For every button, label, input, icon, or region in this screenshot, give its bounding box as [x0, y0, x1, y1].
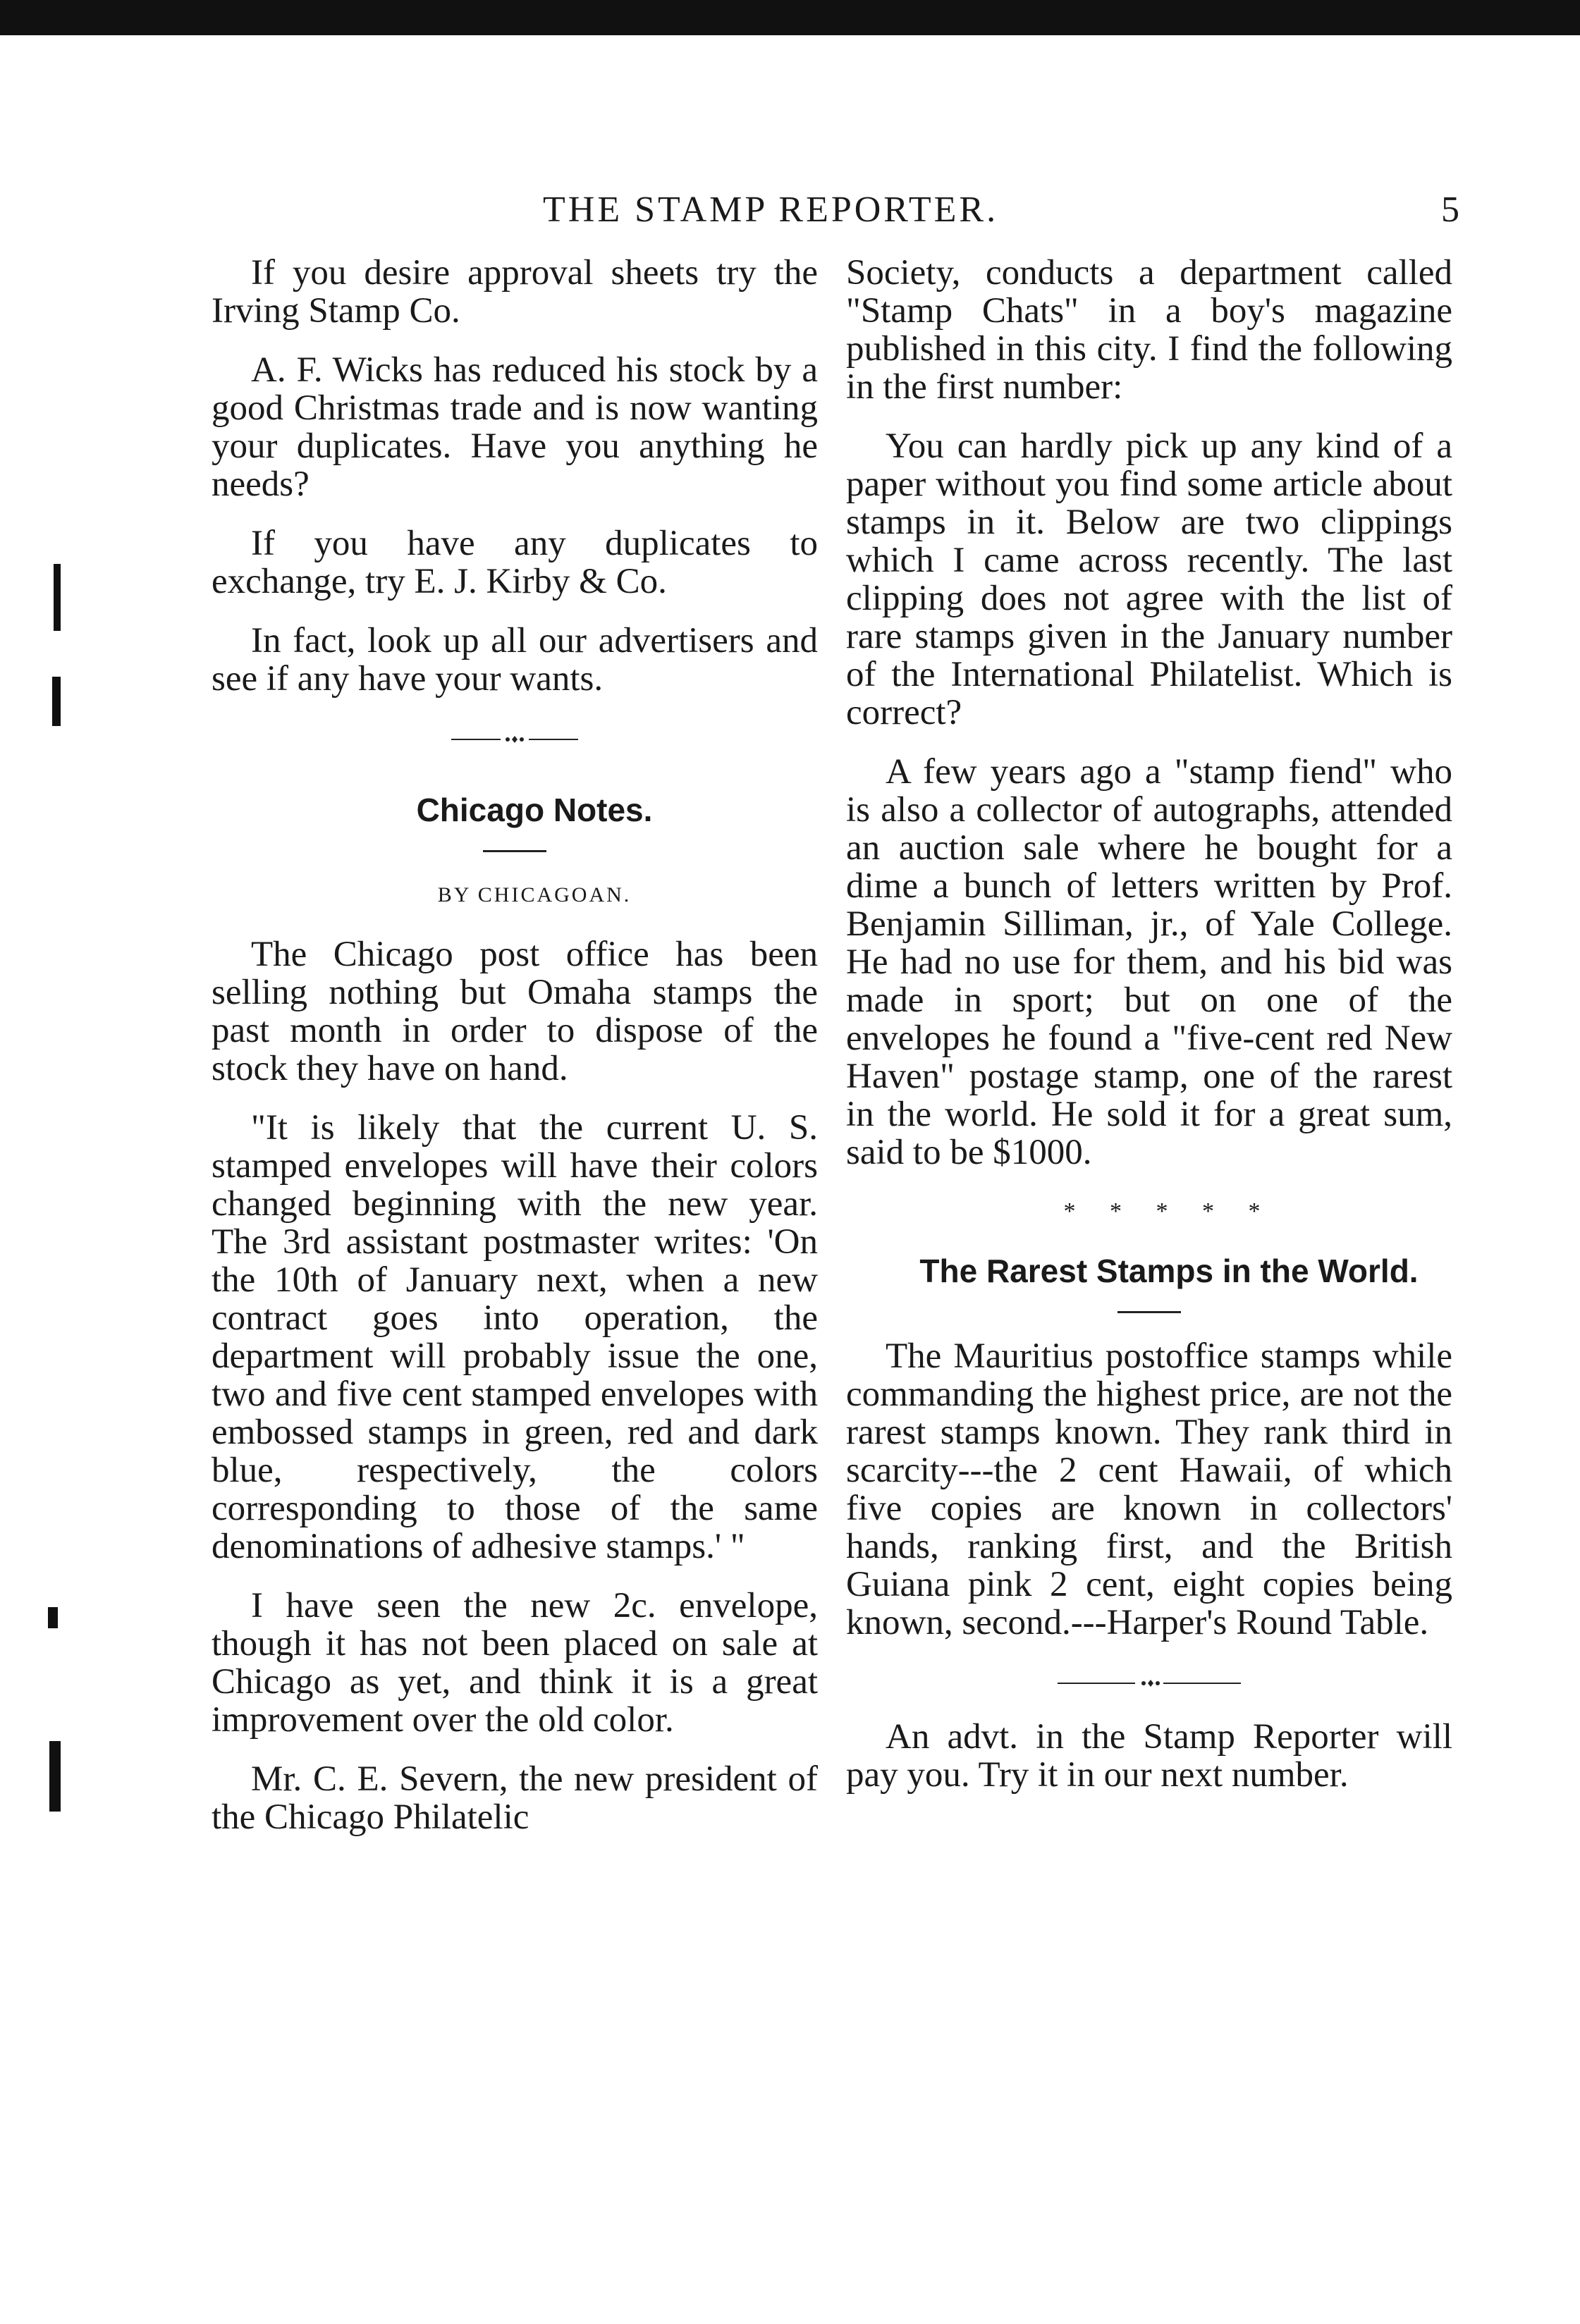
top-scan-border [0, 0, 1580, 35]
section-title: The Rarest Stamps in the World. [919, 1253, 1419, 1289]
paragraph: An advt. in the Stamp Reporter will pay you. Try it in our next number. [846, 1717, 1452, 1795]
paragraph: If you desire approval sheets try the Irving Stamp Co. [212, 253, 818, 331]
page-number: 5 [1441, 190, 1459, 230]
margin-mark [52, 677, 61, 726]
ornament-divider-graphic [451, 734, 578, 744]
paragraph: A few years ago a "stamp fiend" who is also a collector of autographs, attended an auction sale where he bought for a dime a bunch of letters written by Prof. Benjamin Silliman, jr., of Yale College. He had no use for them, and his bid was made in sport; but on one of the envelopes he found a "five-cent red New Haven" postage stamp, one of the rarest in the world. He sold it for a great sum, said to be $1000. [846, 752, 1452, 1172]
paragraph: I have seen the new 2c. envelope, though it has not been placed on sale at Chicago as yet, and think it is a great improvement over the old color. [212, 1586, 818, 1740]
byline: BY CHICAGOAN. [437, 883, 632, 906]
paragraph: The Chicago post office has been selling nothing but Omaha stamps the past month in order to dispose of the stock they have on hand. [212, 935, 818, 1088]
ornament-divider [846, 1663, 1452, 1701]
title-rule [483, 850, 546, 852]
left-column [212, 254, 818, 1857]
ornament-divider-graphic [1058, 1678, 1241, 1688]
paragraph: If you have any duplicates to exchange, try E. J. Kirby & Co. [212, 524, 818, 601]
paragraph: In fact, look up all our advertisers and see if any have your wants. [212, 621, 818, 699]
paragraph: "It is likely that the current U. S. stamped envelopes will have their colors changed beginning with the new year. The 3rd assistant postmaster writes: 'On the 10th of January next, when a new contract goes into operation, the department will probably issue the one, two and five cent stamped envelopes with embossed stamps in green, red and dark blue, respectively, the colors corresponding to those of the same denominations of adhesive stamps.' " [212, 1108, 818, 1566]
title-rule [1117, 1311, 1181, 1313]
margin-mark [54, 564, 61, 631]
paragraph: Society, conducts a department called "Stamp Chats" in a boy's magazine published in this city. I find the following in the first number: [846, 253, 1452, 407]
margin-mark [49, 1741, 61, 1812]
section-title: Chicago Notes. [416, 792, 653, 828]
stars-divider: * * * * * [1063, 1198, 1275, 1224]
page-header [212, 189, 1459, 238]
paragraph: You can hardly pick up any kind of a paper without you find some article about stamps in it. Below are two clippings which I came across recently. The last clipping does not agree with the list of rare stamps given in the January number of the International Philatelist. Which is correct? [846, 426, 1452, 732]
right-column [846, 254, 1452, 1815]
running-title: THE STAMP REPORTER. [543, 190, 999, 230]
paragraph: Mr. C. E. Severn, the new president of the Chicago Philatelic [212, 1759, 818, 1837]
paragraph: A. F. Wicks has reduced his stock by a good Christmas trade and is now wanting your duplicates. Have you anything he needs? [212, 350, 818, 504]
margin-mark [48, 1607, 58, 1628]
ornament-divider [212, 719, 818, 757]
paragraph: The Mauritius postoffice stamps while commanding the highest price, are not the rarest stamps known. They rank third in scarcity---the 2 cent Hawaii, of which five copies are known in collectors' hands, ranking first, and the British Guiana pink 2 cent, eight copies being known, second.---Harper's Round Table. [846, 1336, 1452, 1642]
